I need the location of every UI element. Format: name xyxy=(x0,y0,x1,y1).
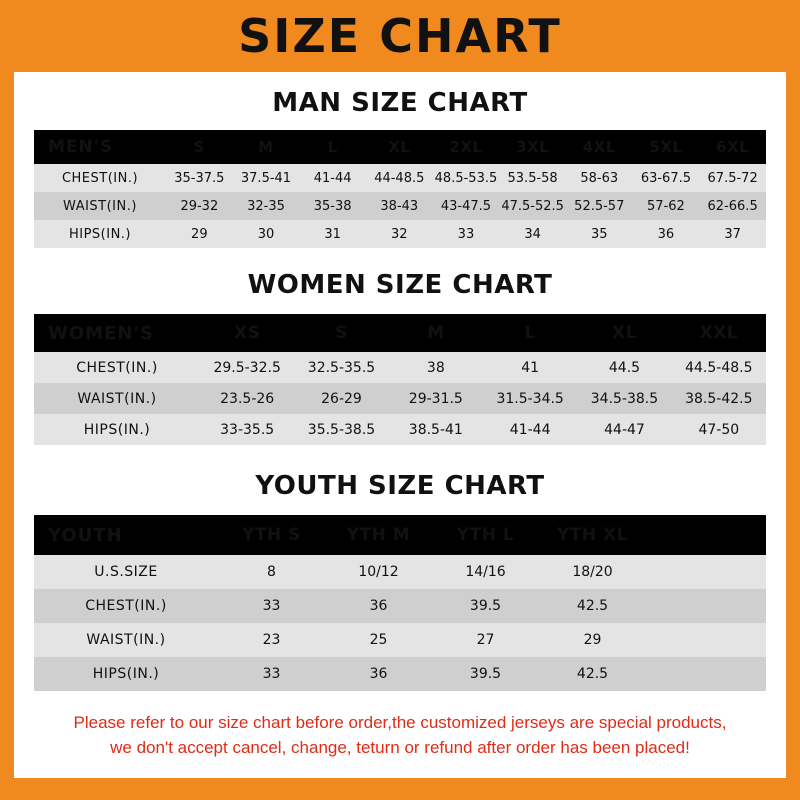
cell-spacer xyxy=(646,623,766,657)
women-header-xs: XS xyxy=(233,323,261,343)
table-row xyxy=(34,623,766,657)
cell: 29-32 xyxy=(180,198,219,214)
women-table-body xyxy=(34,352,766,445)
cell: 36 xyxy=(657,226,675,242)
cell: 31 xyxy=(324,226,341,242)
man-section-title: MAN SIZE CHART xyxy=(272,88,528,118)
cell: 31.5-34.5 xyxy=(496,390,564,407)
man-header-5xl: 5XL xyxy=(649,138,683,156)
cell: 8 xyxy=(267,564,276,580)
cell: 35-37.5 xyxy=(174,170,225,186)
women-header-m: M xyxy=(427,323,445,343)
table-row xyxy=(34,383,766,414)
table-row xyxy=(34,589,766,623)
women-header-xl: XL xyxy=(612,323,637,343)
cell: 47-50 xyxy=(698,421,740,438)
women-header-xxl: XXL xyxy=(699,323,739,343)
table-row xyxy=(34,192,766,220)
youth-section-title: YOUTH SIZE CHART xyxy=(255,471,545,501)
table-header-row xyxy=(34,314,766,352)
cell: 33-35.5 xyxy=(220,421,275,438)
cell: 18/20 xyxy=(572,564,613,580)
youth-header-label: YOUTH xyxy=(48,524,123,546)
man-header-4xl: 4XL xyxy=(582,138,616,156)
women-row-label-waist: WAIST(IN.) xyxy=(77,390,157,407)
youth-header-s: YTH S xyxy=(242,525,301,545)
order-notice-line-2: we don't accept cancel, change, teturn or refund after order has been placed! xyxy=(110,737,690,757)
cell: 44-48.5 xyxy=(374,170,425,186)
cell: 41-44 xyxy=(313,170,352,186)
man-row-label-hips: HIPS(IN.) xyxy=(68,226,132,242)
women-header-label: WOMEN'S xyxy=(48,322,154,344)
cell: 29.5-32.5 xyxy=(213,359,281,376)
youth-header-spacer xyxy=(646,515,766,555)
cell: 38 xyxy=(426,359,445,376)
cell: 23.5-26 xyxy=(220,390,275,407)
table-header-row xyxy=(34,130,766,164)
table-row xyxy=(34,352,766,383)
cell: 25 xyxy=(369,632,388,648)
cell: 39.5 xyxy=(469,666,502,682)
youth-row-label-chest: CHEST(IN.) xyxy=(85,598,167,614)
cell: 44.5 xyxy=(608,359,641,376)
man-header-2xl: 2XL xyxy=(449,138,483,156)
cell: 30 xyxy=(257,226,275,242)
man-row-label-waist: WAIST(IN.) xyxy=(63,198,137,214)
table-header-row xyxy=(34,515,766,555)
women-row-label-chest: CHEST(IN.) xyxy=(76,359,158,376)
youth-header-xl: YTH XL xyxy=(557,525,628,545)
youth-table-head xyxy=(34,515,766,555)
cell: 41 xyxy=(521,359,540,376)
cell: 33 xyxy=(262,666,281,682)
cell: 38.5-41 xyxy=(408,421,463,438)
table-row xyxy=(34,555,766,589)
women-section-title: WOMEN SIZE CHART xyxy=(247,270,553,300)
cell: 36 xyxy=(369,666,388,682)
page-title: SIZE CHART xyxy=(238,9,562,63)
cell: 44-47 xyxy=(604,421,645,438)
cell: 36 xyxy=(369,598,388,614)
women-table-head xyxy=(34,314,766,352)
man-header-l: L xyxy=(327,138,338,156)
cell: 37.5-41 xyxy=(240,170,292,186)
cell: 26-29 xyxy=(321,390,362,407)
cell: 38-43 xyxy=(380,198,419,214)
cell: 52.5-57 xyxy=(574,198,625,214)
table-row xyxy=(34,657,766,691)
cell: 67.5-72 xyxy=(707,170,758,186)
cell: 42.5 xyxy=(576,598,609,614)
table-row xyxy=(34,164,766,192)
cell: 32 xyxy=(391,226,408,242)
youth-row-label-hips: HIPS(IN.) xyxy=(92,666,160,682)
cell: 63-67.5 xyxy=(640,170,692,186)
man-table-body xyxy=(34,164,766,248)
cell: 47.5-52.5 xyxy=(501,198,564,214)
cell: 48.5-53.5 xyxy=(434,170,498,186)
cell: 32.5-35.5 xyxy=(307,359,376,376)
cell: 39.5 xyxy=(469,598,502,614)
cell: 29 xyxy=(191,226,208,242)
women-header-l: L xyxy=(524,323,536,343)
cell: 34 xyxy=(524,226,541,242)
cell: 27 xyxy=(476,632,495,648)
cell-spacer xyxy=(646,555,766,589)
cell: 23 xyxy=(262,632,281,648)
cell: 33 xyxy=(457,226,475,242)
man-header-6xl: 6XL xyxy=(716,138,750,156)
man-header-xl: XL xyxy=(388,138,411,156)
man-header-s: S xyxy=(193,138,205,156)
man-header-m: M xyxy=(258,138,274,156)
man-table-head xyxy=(34,130,766,164)
women-row-label-hips: HIPS(IN.) xyxy=(83,421,151,438)
content xyxy=(14,88,786,760)
cell: 35 xyxy=(590,226,608,242)
man-header-3xl: 3XL xyxy=(516,138,550,156)
youth-header-l: YTH L xyxy=(456,525,515,545)
cell: 35.5-38.5 xyxy=(307,421,376,438)
cell-spacer xyxy=(646,657,766,691)
cell: 41-44 xyxy=(509,421,551,438)
order-notice-line-1: Please refer to our size chart before order,the customized jerseys are special products, xyxy=(73,713,727,732)
youth-row-label-waist: WAIST(IN.) xyxy=(86,632,166,648)
cell: 44.5-48.5 xyxy=(685,359,753,376)
cell: 14/16 xyxy=(465,564,506,580)
cell: 32-35 xyxy=(247,198,285,214)
cell: 37 xyxy=(724,226,741,242)
youth-table-body xyxy=(34,555,766,691)
cell: 29-31.5 xyxy=(408,390,463,407)
man-size-table xyxy=(34,130,766,248)
cell: 33 xyxy=(262,598,281,614)
banner xyxy=(14,0,786,72)
cell: 38.5-42.5 xyxy=(685,390,753,407)
women-header-s: S xyxy=(335,323,348,343)
cell: 57-62 xyxy=(647,198,685,214)
table-row xyxy=(34,220,766,248)
cell: 29 xyxy=(583,632,602,648)
table-row xyxy=(34,414,766,445)
cell: 43-47.5 xyxy=(440,198,492,214)
cell: 62-66.5 xyxy=(707,198,758,214)
order-notice xyxy=(28,711,772,760)
cell: 35-38 xyxy=(313,198,352,214)
cell: 10/12 xyxy=(358,564,399,580)
cell: 34.5-38.5 xyxy=(590,390,659,407)
youth-header-m: YTH M xyxy=(346,525,411,545)
women-size-table xyxy=(34,314,766,445)
footer-bar xyxy=(0,778,800,800)
youth-row-label-ussize: U.S.SIZE xyxy=(94,564,158,580)
man-row-label-chest: CHEST(IN.) xyxy=(61,170,139,186)
cell: 58-63 xyxy=(580,170,619,186)
cell: 53.5-58 xyxy=(507,170,558,186)
cell: 42.5 xyxy=(576,666,609,682)
cell-spacer xyxy=(646,589,766,623)
youth-size-table xyxy=(34,515,766,691)
man-header-label: MEN'S xyxy=(48,137,114,157)
